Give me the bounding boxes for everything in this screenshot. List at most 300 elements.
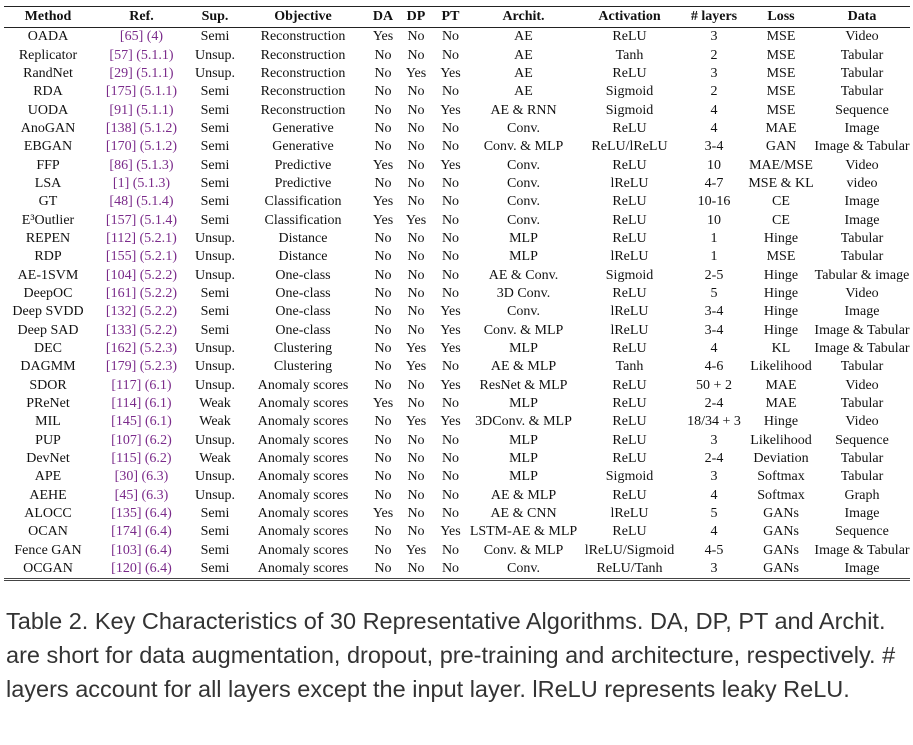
layers-cell: 3 [710,432,718,448]
layers-cell: 3 [710,469,718,485]
objective-cell: Anomaly scores [257,377,349,393]
archit-cell: AE & Conv. [488,267,559,283]
citation-link[interactable]: [107] [111,432,142,448]
dp-cell: Yes [405,212,427,228]
da-cell: No [374,65,392,81]
data-cell: Tabular [840,396,884,412]
archit-cell: AE & MLP [490,487,557,503]
data-cell: Tabular [840,47,884,63]
pt-cell: No [441,194,460,210]
table-row [4,303,910,321]
table-row [4,285,910,303]
ref-cell [92,211,191,229]
citation-link[interactable]: [57] [109,47,133,63]
dp-cell: No [407,322,425,338]
citation-link[interactable]: [157] [105,212,137,228]
table-row [4,395,910,413]
data-cell: Image [844,561,880,577]
table-row [4,101,910,119]
archit-cell: AE [514,84,533,100]
data-cell: Tabular [840,249,884,265]
pt-cell: Yes [440,65,461,81]
da-cell: Yes [372,157,394,173]
ref-cell [92,487,191,505]
layers-cell: 4 [710,341,718,357]
archit-cell: Conv. [507,304,540,320]
data-cell: Video [845,285,879,301]
archit-cell: AE [514,65,533,81]
ref-cell [92,28,191,47]
ref-cell [92,156,191,174]
layers-cell: 10 [707,157,721,173]
da-cell: No [374,267,392,283]
table-row [4,83,910,101]
objective-cell: One-class [275,322,331,338]
archit-cell: MLP [509,341,538,357]
activation-cell: ReLU [612,396,647,412]
ref-cell [92,432,191,450]
section-link[interactable]: (5.1.1) [136,65,174,81]
da-cell: No [374,561,392,577]
dp-cell: No [407,377,425,393]
citation-link[interactable]: [162] [105,341,137,357]
archit-cell: Conv. [507,561,540,577]
archit-cell: Conv. [507,175,540,191]
pt-cell: No [441,120,460,136]
loss-cell: Deviation [753,451,809,467]
sup-cell: Unsup. [194,487,236,503]
ref-cell [92,377,191,395]
loss-cell: MAE [765,120,797,136]
table-row [4,560,910,580]
section-link[interactable]: (5.2.2) [139,267,178,283]
objective-cell: Anomaly scores [257,469,349,485]
method-cell: PReNet [26,396,70,412]
citation-link[interactable]: [161] [105,285,137,301]
sup-cell: Weak [199,396,231,412]
dp-cell: No [407,561,425,577]
ref-cell [92,505,191,523]
loss-cell: MSE [766,249,796,265]
activation-cell: lReLU [610,506,649,522]
data-cell: Tabular [840,84,884,100]
ref-cell [92,138,191,156]
dp-cell: No [407,175,425,191]
objective-cell: Reconstruction [260,47,346,63]
section-link[interactable]: (5.2.2) [139,304,178,320]
method-cell: ALOCC [24,506,72,522]
citation-link[interactable]: [155] [105,249,137,265]
table-row [4,542,910,560]
sup-cell: Semi [200,102,230,118]
ref-cell [92,542,191,560]
citation-link[interactable]: [30] [114,469,138,485]
archit-cell: 3D Conv. [496,285,551,301]
objective-cell: Clustering [273,359,333,375]
layers-cell: 5 [710,506,718,522]
pt-cell: No [441,84,460,100]
pt-cell: No [441,561,460,577]
section-link[interactable]: (6.1) [144,377,172,393]
sup-cell: Unsup. [194,341,236,357]
section-link[interactable]: (5.1.1) [136,47,174,63]
activation-cell: ReLU [612,487,647,503]
sup-cell: Unsup. [194,230,236,246]
section-link[interactable]: (6.4) [145,542,172,558]
archit-cell: MLP [509,469,538,485]
activation-cell: Sigmoid [605,469,654,485]
citation-link[interactable]: [133] [105,322,137,338]
citation-link[interactable]: [104] [105,267,137,283]
citation-link[interactable]: [115] [111,451,142,467]
dp-cell: No [407,487,425,503]
section-link[interactable]: (5.2.3) [139,341,178,357]
objective-cell: Anomaly scores [257,561,349,577]
section-link[interactable]: (5.2.1) [139,249,178,265]
activation-cell: ReLU [612,524,647,540]
objective-cell: Anomaly scores [257,451,349,467]
section-link[interactable]: (5.1.1) [139,84,178,100]
loss-cell: GANs [763,524,799,540]
ref-cell [92,65,191,83]
citation-link[interactable]: [175] [105,84,137,100]
sup-cell: Semi [200,120,230,136]
method-cell: AnoGAN [20,120,76,136]
layers-cell: 5 [710,285,718,301]
citation-link[interactable]: [45] [114,487,138,503]
section-link[interactable]: (5.1.1) [136,102,174,118]
sup-cell: Unsup. [194,249,236,265]
ref-cell [92,523,191,541]
citation-link[interactable]: [91] [109,102,133,118]
pt-cell: Yes [440,304,461,320]
layers-cell: 10-16 [697,194,731,210]
dp-cell: Yes [405,65,427,81]
da-cell: No [374,524,392,540]
activation-cell: ReLU/lReLU [591,139,668,155]
column-header: DA [372,9,394,24]
ref-cell [92,83,191,101]
objective-cell: Distance [278,230,328,246]
data-cell: Tabular [840,469,884,485]
ref-cell [92,266,191,284]
citation-link[interactable]: [132] [105,304,137,320]
dp-cell: No [407,524,425,540]
dp-cell: Yes [405,542,427,558]
data-cell: Tabular [840,451,884,467]
citation-link[interactable]: [114] [111,396,142,412]
section-link[interactable]: (5.2.1) [139,230,177,246]
section-link[interactable]: (6.2) [145,432,172,448]
da-cell: No [374,249,392,265]
ref-cell [92,193,191,211]
pt-cell: No [441,175,460,191]
activation-cell: ReLU [612,65,647,81]
column-header: DP [406,9,426,24]
archit-cell: AE & CNN [490,506,557,522]
objective-cell: Anomaly scores [257,432,349,448]
ref-cell [92,560,191,580]
data-cell: Tabular [840,359,884,375]
layers-cell: 2-5 [704,267,724,283]
sup-cell: Semi [200,29,230,45]
layers-cell: 2 [710,84,718,100]
da-cell: No [374,322,392,338]
objective-cell: Predictive [274,175,332,191]
layers-cell: 2-4 [704,451,724,467]
algorithms-table [4,6,910,581]
table-row [4,28,910,47]
ref-cell [92,358,191,376]
data-cell: Image & Tabular [814,322,910,338]
table-row [4,432,910,450]
archit-cell: AE [514,47,533,63]
section-link[interactable]: (5.1.4) [136,194,174,210]
ref-cell [92,395,191,413]
sup-cell: Weak [199,414,231,430]
column-header: Activation [598,9,661,24]
ref-cell [92,175,191,193]
layers-cell: 3-4 [704,139,724,155]
table-row [4,266,910,284]
data-cell: Image & Tabular [814,341,910,357]
dp-cell: No [407,29,425,45]
da-cell: No [374,341,392,357]
section-link[interactable]: (6.1) [144,396,172,412]
data-cell: Image & Tabular [814,542,910,558]
loss-cell: GANs [763,561,799,577]
layers-cell: 3 [710,65,718,81]
da-cell: No [374,47,392,63]
citation-link[interactable]: [120] [111,561,142,577]
activation-cell: ReLU [612,194,647,210]
da-cell: No [374,175,392,191]
ref-cell [92,468,191,486]
activation-cell: ReLU [612,212,647,228]
sup-cell: Semi [200,561,230,577]
sup-cell: Unsup. [194,469,236,485]
activation-cell: ReLU [612,120,647,136]
activation-cell: lReLU [610,322,649,338]
citation-link[interactable]: [145] [111,414,142,430]
layers-cell: 4 [710,524,718,540]
table-row [4,340,910,358]
citation-link[interactable]: [179] [105,359,137,375]
layers-cell: 4 [710,120,718,136]
table-row [4,138,910,156]
layers-cell: 1 [710,230,718,246]
method-cell: AE-1SVM [17,267,79,283]
sup-cell: Unsup. [194,432,236,448]
layers-cell: 2 [710,47,718,63]
data-cell: Sequence [835,432,889,448]
da-cell: Yes [372,396,394,412]
archit-cell: MLP [509,230,538,246]
table-row [4,487,910,505]
sup-cell: Weak [199,451,231,467]
section-link[interactable]: (5.2.3) [139,359,178,375]
column-header: Ref. [129,9,154,24]
table-container [4,6,910,581]
layers-cell: 3 [710,561,718,577]
section-link[interactable]: (6.1) [145,414,172,430]
loss-cell: GANs [763,542,799,558]
table-row [4,450,910,468]
loss-cell: Hinge [763,322,799,338]
sup-cell: Unsup. [194,65,236,81]
loss-cell: MAE [765,396,797,412]
sup-cell: Semi [200,285,230,301]
sup-cell: Semi [200,304,230,320]
section-link[interactable]: (6.2) [144,451,172,467]
section-link[interactable]: (5.1.2) [139,120,178,136]
method-cell: Deep SAD [17,322,79,338]
data-cell: Tabular [840,230,884,246]
citation-link[interactable]: [170] [105,139,137,155]
data-cell: Image [844,304,880,320]
section-link[interactable]: (5.1.2) [139,139,178,155]
dp-cell: No [407,139,425,155]
data-cell: video [846,175,878,191]
method-cell: OCAN [28,524,68,540]
citation-link[interactable]: [1] [112,175,130,191]
section-link[interactable]: (5.1.3) [132,175,171,191]
data-cell: Video [845,157,879,173]
table-row [4,175,910,193]
method-cell: RDA [33,84,63,100]
method-cell: UODA [27,102,69,118]
section-link[interactable]: (5.1.4) [139,212,178,228]
da-cell: No [374,451,392,467]
method-cell: OCGAN [23,561,73,577]
data-cell: Graph [844,487,880,503]
citation-link[interactable]: [117] [111,377,142,393]
da-cell: No [374,487,392,503]
section-link[interactable]: (4) [146,29,164,45]
activation-cell: ReLU [612,377,647,393]
section-link[interactable]: (6.4) [145,524,172,540]
objective-cell: Reconstruction [260,65,346,81]
activation-cell: ReLU [612,285,647,301]
method-cell: EBGAN [23,139,73,155]
objective-cell: Predictive [274,157,332,173]
activation-cell: Tanh [615,47,644,63]
archit-cell: ResNet & MLP [479,377,568,393]
objective-cell: Anomaly scores [257,506,349,522]
table-row [4,468,910,486]
method-cell: LSA [34,175,62,191]
data-cell: Video [845,414,879,430]
ref-cell [92,303,191,321]
ref-cell [92,120,191,138]
citation-link[interactable]: [174] [111,524,142,540]
archit-cell: 3DConv. & MLP [475,414,572,430]
archit-cell: AE & RNN [490,102,557,118]
citation-link[interactable]: [138] [105,120,137,136]
activation-cell: lReLU [610,304,649,320]
dp-cell: No [407,157,425,173]
pt-cell: Yes [440,341,461,357]
table-row [4,211,910,229]
section-link[interactable]: (5.2.2) [139,285,178,301]
section-link[interactable]: (6.4) [145,561,172,577]
dp-cell: No [407,267,425,283]
dp-cell: Yes [405,359,427,375]
citation-link[interactable]: [65] [119,29,144,45]
section-link[interactable]: (6.3) [141,487,169,503]
da-cell: No [374,469,392,485]
ref-cell [92,322,191,340]
column-header: PT [441,9,460,24]
sup-cell: Unsup. [194,267,236,283]
activation-cell: lReLU/Sigmoid [584,542,675,558]
section-link[interactable]: (5.2.2) [139,322,178,338]
activation-cell: lReLU [610,249,649,265]
citation-link[interactable]: [112] [106,230,136,246]
da-cell: No [374,359,392,375]
data-cell: Video [845,377,879,393]
sup-cell: Semi [200,322,230,338]
table-row [4,358,910,376]
da-cell: No [374,414,392,430]
section-link[interactable]: (5.1.3) [136,157,174,173]
sup-cell: Semi [200,524,230,540]
loss-cell: Likelihood [750,359,812,375]
archit-cell: Conv. [507,120,540,136]
sup-cell: Unsup. [194,359,236,375]
ref-cell [92,101,191,119]
method-cell: DAGMM [20,359,76,375]
archit-cell: MLP [509,451,538,467]
table-row [4,377,910,395]
citation-link[interactable]: [135] [111,506,142,522]
table-row [4,65,910,83]
ref-cell [92,230,191,248]
citation-link[interactable]: [103] [111,542,142,558]
method-cell: MIL [35,414,61,430]
pt-cell: No [441,285,460,301]
section-link[interactable]: (6.4) [145,506,172,522]
dp-cell: No [407,506,425,522]
dp-cell: No [407,230,425,246]
citation-link[interactable]: [48] [109,194,133,210]
objective-cell: Anomaly scores [257,487,349,503]
citation-link[interactable]: [86] [109,157,133,173]
method-cell: Fence GAN [14,542,82,558]
loss-cell: MSE [766,29,796,45]
column-header: Method [24,9,72,24]
activation-cell: ReLU [612,29,647,45]
objective-cell: Anomaly scores [257,414,349,430]
citation-link[interactable]: [29] [109,65,133,81]
column-header: Data [847,9,877,24]
section-link[interactable]: (6.3) [141,469,169,485]
activation-cell: Tanh [615,359,644,375]
pt-cell: No [441,267,460,283]
activation-cell: lReLU [610,175,649,191]
dp-cell: Yes [405,341,427,357]
method-cell: APE [34,469,62,485]
table-row [4,230,910,248]
pt-cell: No [441,396,460,412]
sup-cell: Semi [200,212,230,228]
da-cell: No [374,139,392,155]
method-cell: OADA [27,29,69,45]
archit-cell: Conv. [507,157,540,173]
data-cell: Tabular [840,65,884,81]
objective-cell: One-class [275,304,331,320]
da-cell: Yes [372,29,394,45]
